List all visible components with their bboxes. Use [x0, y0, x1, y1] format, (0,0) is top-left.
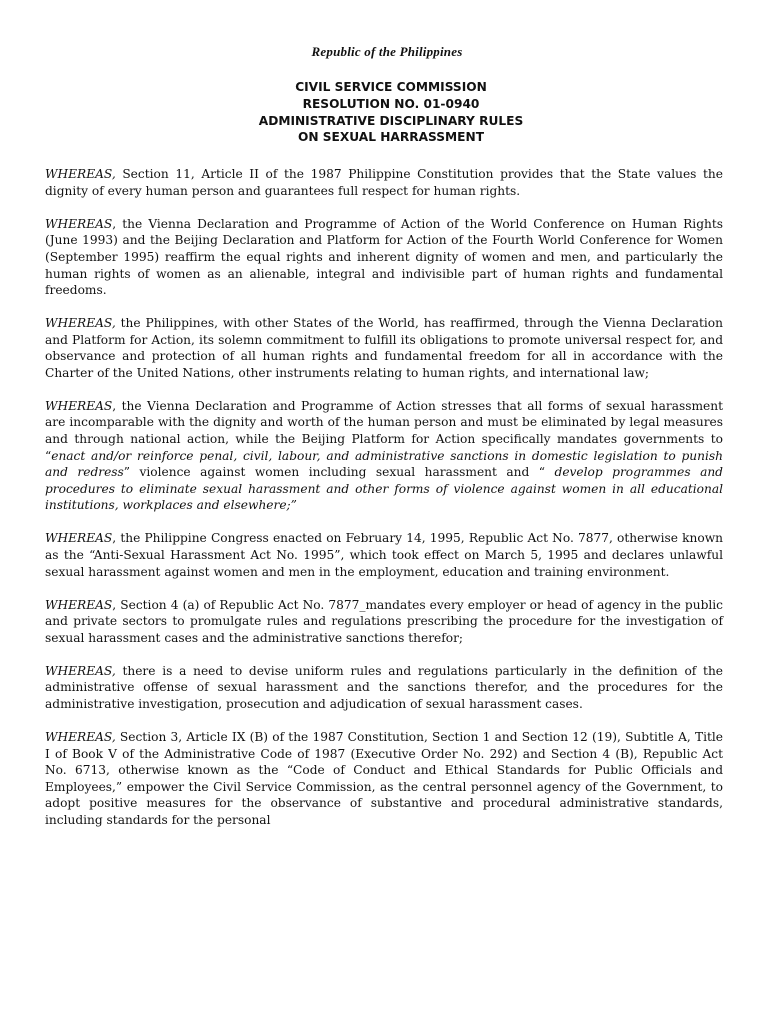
whereas-paragraph	[45, 597, 723, 647]
whereas-paragraph	[45, 398, 723, 514]
whereas-lead: WHEREAS,	[45, 729, 116, 744]
resolution-number: RESOLUTION NO. 01-0940	[302, 96, 480, 111]
rules-subtitle: ON SEXUAL HARRASSMENT	[297, 130, 485, 145]
whereas-paragraph	[45, 166, 723, 199]
rules-title: ADMINISTRATIVE DISCIPLINARY RULES	[258, 113, 524, 128]
paragraph-text: , the Philippine Congress enacted on February 14, 1995, Republic Act No. 7877, otherwise known as the “Anti-Sexual Harassment Act No. 1995”, which took effect on March 5, 1995 and declares unlawful sexual harassment against women and men in the employment, education and training environment.	[45, 531, 723, 579]
resolution-body	[45, 166, 723, 828]
whereas-lead: WHEREAS	[45, 597, 113, 612]
quoted-text: enact and/or reinforce penal, civil, labour, and administrative sanctions in domestic legislation to punish and redress	[45, 448, 723, 480]
whereas-lead: WHEREAS,	[45, 316, 116, 331]
paragraph-text: ” violence against women including sexual harassment and “	[123, 465, 555, 480]
paragraph-text: there is a need to devise uniform rules and regulations particularly in the definition of the administrative offense of sexual harassment and the sanctions therefor, and the procedures for the administrative investigation, prosecution and adjudication of sexual harassment cases.	[45, 663, 723, 711]
whereas-lead: WHEREAS,	[45, 167, 116, 182]
whereas-lead: WHEREAS	[45, 531, 113, 546]
whereas-paragraph	[45, 315, 723, 381]
paragraph-text: the Philippines, with other States of the World, has reaffirmed, through the Vienna Declaration and Platform for Action, its solemn commitment to fulfill its obligations to promote universal respect for, and observance and protection of all human rights and fundamental freedom for all in accordance with the Charter of the United Nations, other instruments relating to human rights, and international law;	[45, 316, 723, 380]
whereas-lead: WHEREAS	[45, 216, 113, 231]
whereas-paragraph	[45, 729, 723, 829]
whereas-paragraph	[45, 663, 723, 713]
paragraph-text: Section 11, Article II of the 1987 Philippine Constitution provides that the State values the dignity of every human person and guarantees full respect for human rights.	[45, 167, 723, 198]
paragraph-text: , the Vienna Declaration and Programme of Action stresses that all forms of sexual harassment are incomparable with the dignity and worth of the human person and must be eliminated by legal measures and through national action, while the Beijing Platform for Action specifically mandates governments to “	[45, 398, 723, 463]
quoted-text: develop programmes and procedures to eliminate sexual harassment and other forms of violence against women in all educational institutions, workplaces and elsewhere;”	[45, 465, 723, 513]
paragraph-text: , Section 4 (a) of Republic Act No. 7877_mandates every employer or head of agency in the public and private sectors to promulgate rules and regulations prescribing the procedure for the investigation of sexual harassment cases and the administrative sanctions therefor;	[45, 597, 723, 645]
paragraph-text: Section 3, Article IX (B) of the 1987 Constitution, Section 1 and Section 12 (19), Subtitle A, Title I of Book V of the Administrative Code of 1987 (Executive Order No. 292) and Section 4 (B), Republic Act No. 6713, otherwise known as the “Code of Conduct and Ethical Standards for Public Officials and Employees,” empower the Civil Service Commission, as the central personnel agency of the Government, to adopt positive measures for the observance of substantive and procedural administrative standards, including standards for the personal	[45, 729, 723, 827]
document-page	[45, 44, 723, 845]
whereas-paragraph	[45, 216, 723, 299]
resolution-title-block	[45, 79, 723, 146]
commission-title: CIVIL SERVICE COMMISSION	[295, 80, 487, 94]
whereas-paragraph	[45, 530, 723, 580]
whereas-lead: WHEREAS	[45, 398, 113, 413]
whereas-lead: WHEREAS,	[45, 663, 116, 678]
republic-heading: Republic of the Philippines	[311, 44, 463, 59]
paragraph-text: , the Vienna Declaration and Programme of Action of the World Conference on Human Rights (June 1993) and the Beijing Declaration and Platform for Action of the Fourth World Conference for Women (September 1995) reaffirm the equal rights and inherent dignity of women and men, and particularly the human rights of women as an alienable, integral and indivisible part of human rights and fundamental freedoms.	[45, 216, 723, 298]
